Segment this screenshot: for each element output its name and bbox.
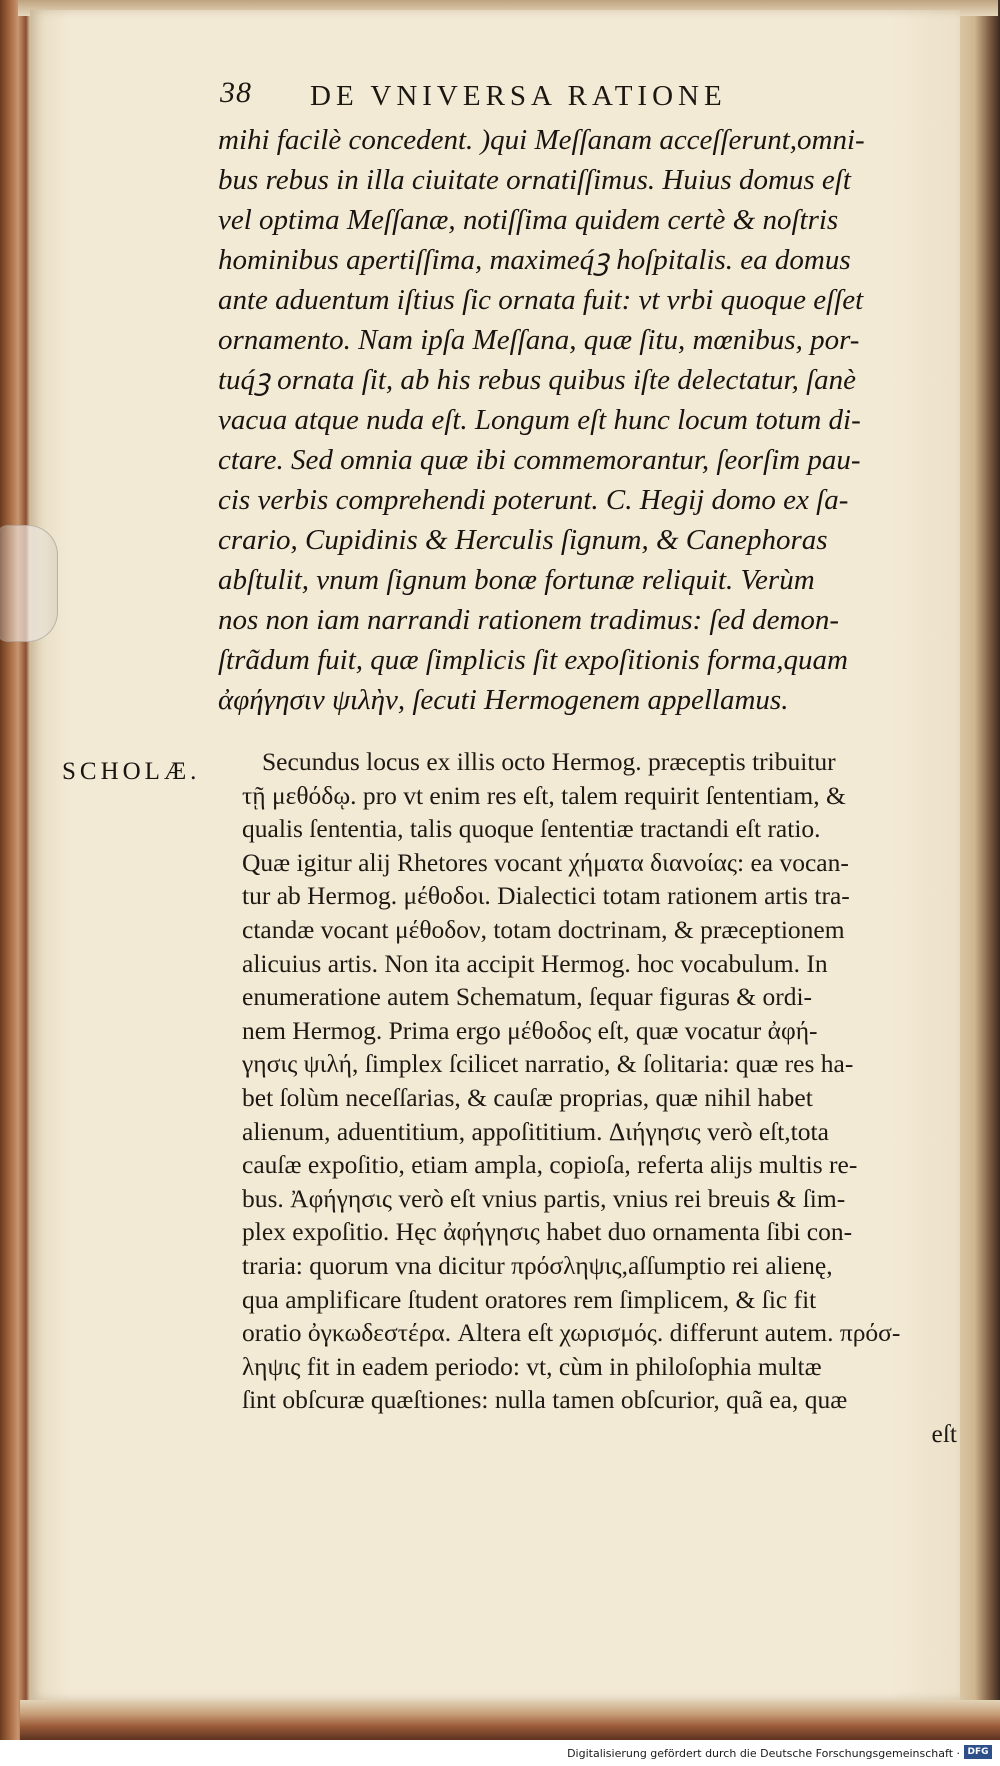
margin-note: SCHOLÆ.	[62, 758, 201, 785]
text-line: qualis ſententia, talis quoque ſententiæ tractandi eſt ratio.	[242, 814, 821, 844]
text-line: ctandæ vocant μέθοδον, totam doctrinam, & præceptionem	[242, 914, 845, 944]
running-title: DE VNIVERSA RATIONE	[310, 80, 727, 112]
text-line: ἀφήγησιν ψιλὴν, ſecuti Hermogenem appellamus.	[218, 684, 789, 716]
text-line: cauſæ expoſitio, etiam ampla, copioſa, referta alijs multis re-	[242, 1150, 858, 1180]
page-bottom-edge	[20, 1700, 1000, 1740]
text-line: enumeratione autem Schematum, ſequar figuras & ordi-	[242, 982, 813, 1012]
catchword: eſt	[931, 1418, 957, 1448]
page-clip	[0, 525, 58, 642]
text-line: ſint obſcuræ quæſtiones: nulla tamen obſcurior, quã ea, quæ	[242, 1385, 848, 1415]
text-line: traria: quorum vna dicitur πρόσληψις,aſſumptio rei alienę,	[242, 1250, 833, 1280]
text-line: nos non iam narrandi rationem tradimus: ſed demon-	[218, 604, 840, 636]
text-line: bus rebus in illa ciuitate ornatiſſimus. Huius domus eſt	[218, 164, 851, 196]
text-line: tuq́ꝫ ornata ſit, ab his rebus quibus iſte delectatur, ſanè	[218, 364, 857, 396]
text-line: abſtulit, vnum ſignum bonæ fortunæ reliquit. Verùm	[218, 564, 815, 596]
text-line: τῇ μεθόδῳ. pro vt enim res eſt, talem requirit ſententiam, &	[242, 780, 846, 810]
text-line: crario, Cupidinis & Herculis ſignum, & Canephoras	[218, 524, 828, 556]
text-line: vacua atque nuda eſt. Longum eſt hunc locum totum di-	[218, 404, 861, 436]
text-line: γησις ψιλή, ſimplex ſcilicet narratio, & ſolitaria: quæ res ha-	[242, 1049, 854, 1079]
text-line: bet ſolùm neceſſarias, & cauſæ proprias, quæ nihil habet	[242, 1082, 813, 1112]
text-line: alienum, aduentitium, appoſititium. Διήγησις verò eſt,tota	[242, 1116, 829, 1146]
text-line: oratio ὀγκωδεστέρα. Altera eſt χωρισμός. differunt autem. πρόσ-	[242, 1318, 901, 1348]
text-line: Quæ igitur alij Rhetores vocant χήματα διανοίας: ea vocan-	[242, 847, 849, 877]
commentary-block	[242, 745, 957, 1450]
text-line: ληψις fit in eadem periodo: vt, cùm in philoſophia multæ	[242, 1351, 822, 1381]
text-line: nem Hermog. Prima ergo μέθοδος eſt, quæ vocatur ἀφή-	[242, 1015, 818, 1045]
text-line: mihi facilè concedent. )qui Meſſanam acceſſerunt,omni-	[218, 124, 865, 156]
page-number: 38	[220, 76, 252, 109]
italic-quotation-block	[218, 120, 953, 720]
text-line: ante aduentum iſtius ſic ornata fuit: vt vrbi quoque eſſet	[218, 284, 864, 316]
text-line: ornamento. Nam ipſa Meſſana, quæ ſitu, mœnibus, por-	[218, 324, 860, 356]
digitization-credit: Digitalisierung gefördert durch die Deutsche Forschungsgemeinschaft ·	[567, 1747, 960, 1760]
running-head	[220, 78, 910, 118]
text-line: plex expoſitio. Hęc ἀφήγησις habet duo ornamenta ſibi con-	[242, 1217, 853, 1247]
text-line: alicuius artis. Non ita accipit Hermog. hoc vocabulum. In	[242, 948, 828, 978]
text-line: cis verbis comprehendi poterunt. C. Hegij domo ex ſa-	[218, 484, 849, 516]
dfg-logo: DFG	[964, 1745, 992, 1759]
text-line: bus. Ἀφήγησις verò eſt vnius partis, vnius rei breuis & ſim-	[242, 1183, 846, 1213]
text-line: Secundus locus ex illis octo Hermog. præceptis tribuitur	[262, 747, 836, 776]
text-line: hominibus apertiſſima, maximeq́ꝫ hoſpitalis. ea domus	[218, 244, 851, 276]
text-line: ſtrãdum fuit, quæ ſimplicis ſit expoſitionis forma,quam	[218, 644, 848, 676]
text-line: vel optima Meſſanæ, notiſſima quidem certè & noſtris	[218, 204, 839, 236]
text-line: ctare. Sed omnia quæ ibi commemorantur, ſeorſim pau-	[218, 444, 861, 476]
text-line: tur ab Hermog. μέθοδοι. Dialectici totam rationem artis tra-	[242, 881, 850, 911]
text-line: qua amplificare ſtudent oratores rem ſimplicem, & ſic fit	[242, 1284, 817, 1314]
